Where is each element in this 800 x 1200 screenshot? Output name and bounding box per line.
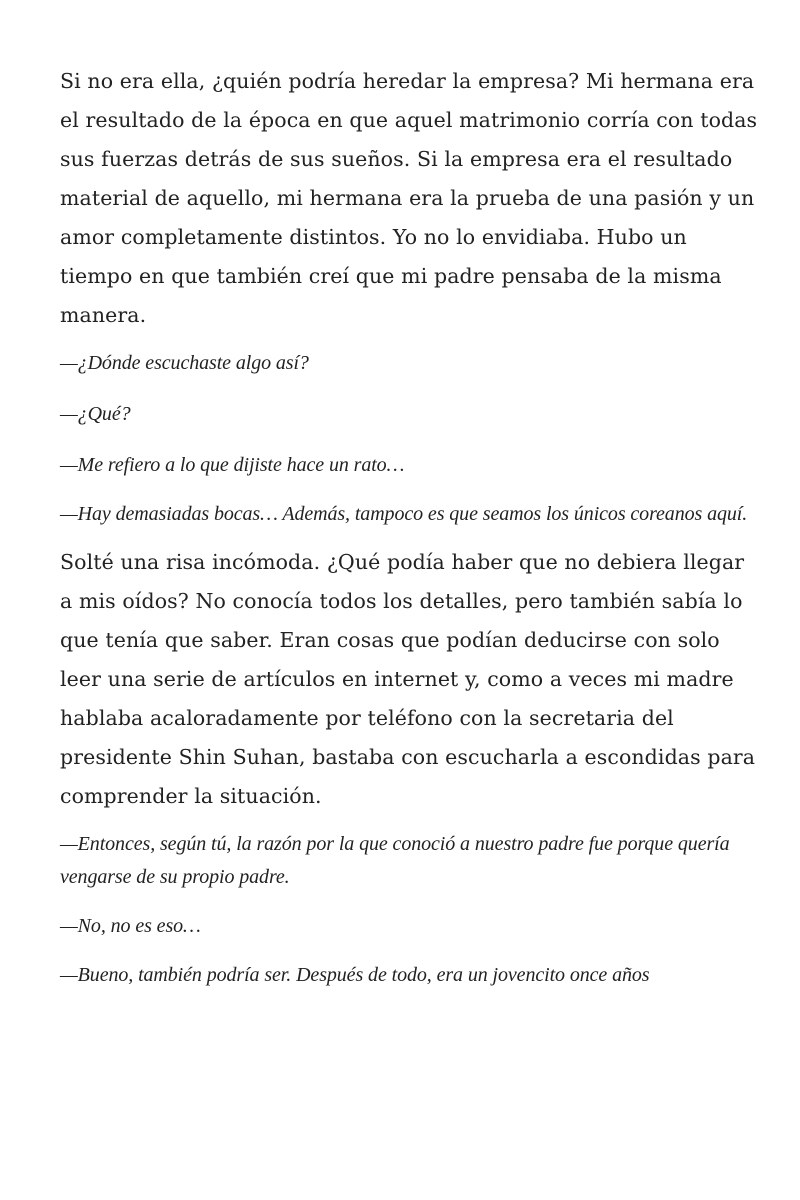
dialogue-line: —Entonces, según tú, la razón por la que conoció a nuestro padre fue porque quería vengarse de su propio padre. — [60, 833, 730, 888]
dialogue-line: —Me refiero a lo que dijiste hace un rato… — [60, 454, 405, 476]
dialogue-line: —Hay demasiadas bocas… Además, tampoco es que seamos los únicos coreanos aquí. — [60, 503, 748, 525]
narration-paragraph: Solté una risa incómoda. ¿Qué podía haber que no debiera llegar a mis oídos? No conocía todos los detalles, pero también sabía lo que tenía que saber. Eran cosas que podían deducirse con solo leer una serie de artículos en internet y, como a veces mi madre hablaba acaloradamente por teléfono con la secretaria del presidente Shin Suhan, bastaba con escucharla a escondidas para comprender la situación. — [60, 550, 756, 808]
dialogue-line: —¿Dónde escuchaste algo así? — [60, 352, 309, 374]
dialogue-line: —No, no es eso… — [60, 915, 201, 937]
book-page — [60, 62, 760, 992]
dialogue-line: —Bueno, también podría ser. Después de todo, era un jovencito once años — [60, 964, 650, 986]
dialogue-line: —¿Qué? — [60, 403, 131, 425]
narration-paragraph: Si no era ella, ¿quién podría heredar la empresa? Mi hermana era el resultado de la época en que aquel matrimonio corría con todas sus fuerzas detrás de sus sueños. Si la empresa era el resultado material de aquello, mi hermana era la prueba de una pasión y un amor completamente distintos. Yo no lo envidiaba. Hubo un tiempo en que también creí que mi padre pensaba de la misma manera. — [60, 69, 758, 327]
